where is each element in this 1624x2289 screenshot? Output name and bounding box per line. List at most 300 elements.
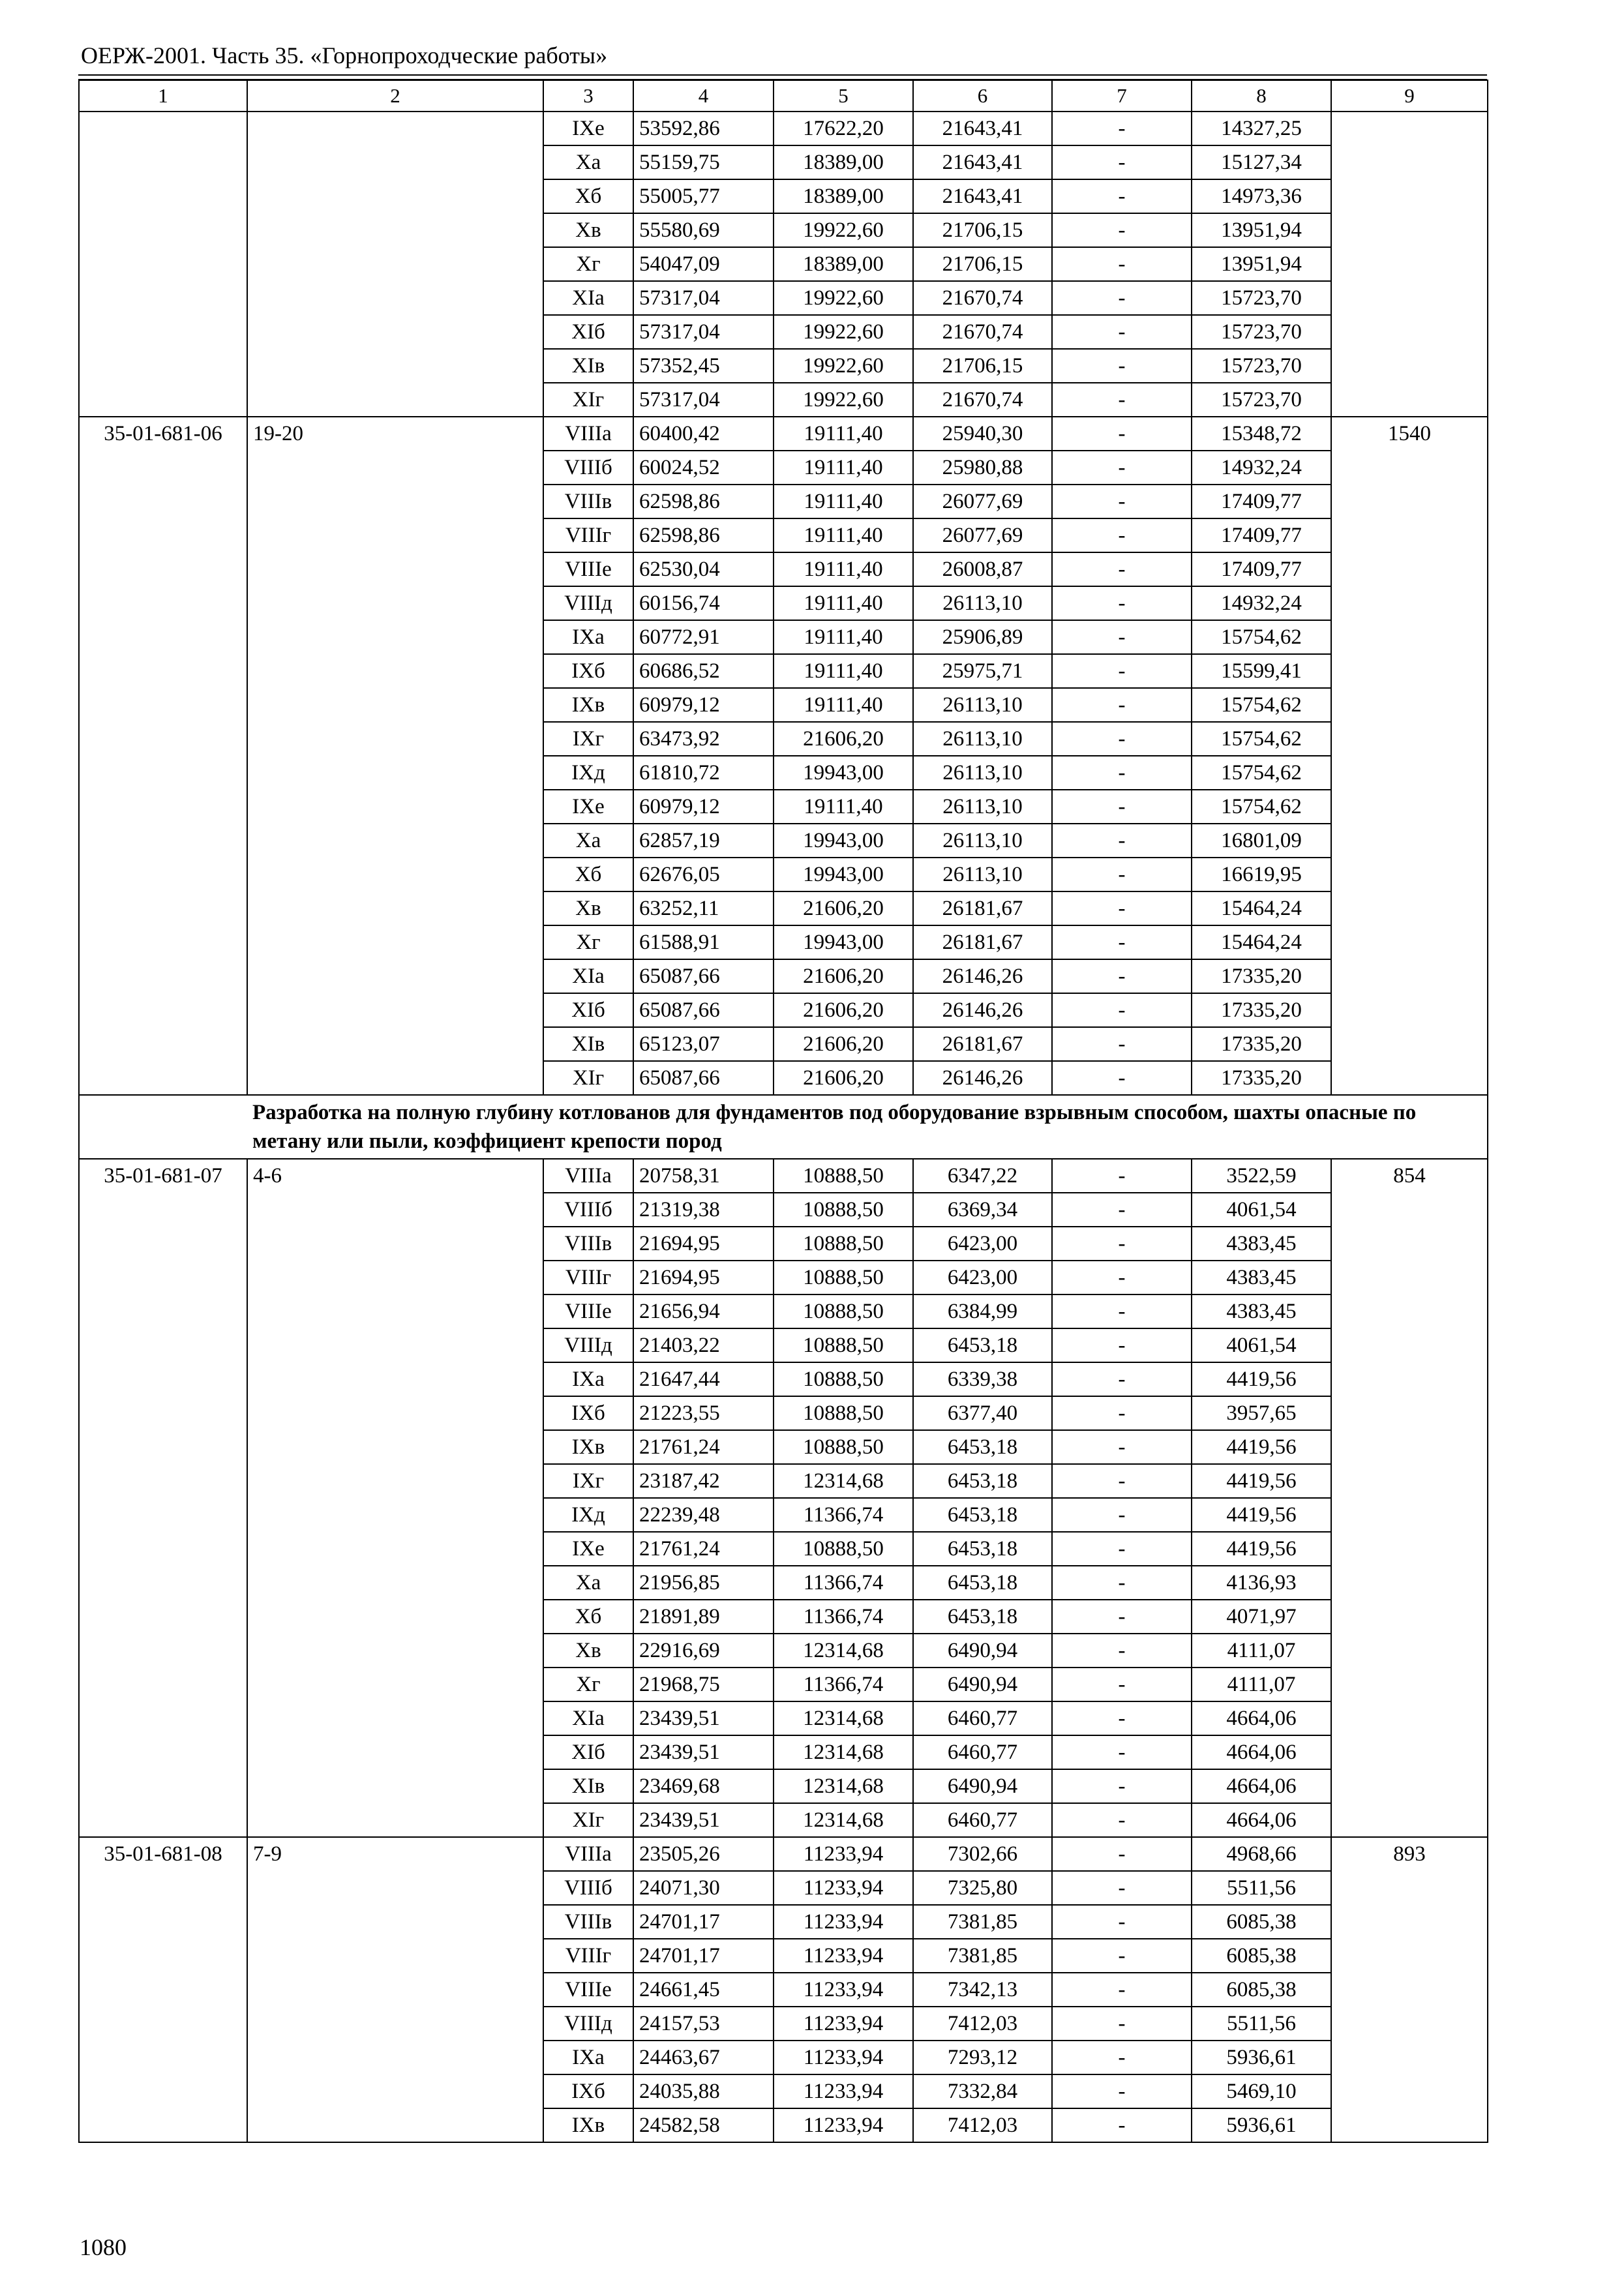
rock-category: IXa [543,2041,633,2074]
column-header: 7 [1052,80,1192,112]
column-number-row [79,80,1488,112]
driver-wage: - [1052,858,1192,891]
machine-cost: 26146,26 [913,959,1052,993]
table-row [79,1837,1488,1871]
materials-cost: 14327,25 [1192,112,1331,145]
total-cost: 23469,68 [633,1769,774,1803]
total-cost: 60400,42 [633,417,774,451]
table-row [79,1159,1488,1193]
total-cost: 21761,24 [633,1532,774,1566]
materials-cost: 4383,45 [1192,1227,1331,1261]
machine-cost: 6423,00 [913,1227,1052,1261]
machine-cost: 21643,41 [913,145,1052,179]
labor-cost: 10888,50 [774,1159,913,1193]
rock-category: VIIIд [543,586,633,620]
materials-cost: 4968,66 [1192,1837,1331,1871]
driver-wage: - [1052,756,1192,790]
rock-category: IXв [543,1430,633,1464]
machine-cost: 26146,26 [913,993,1052,1027]
rock-category: VIIIг [543,1261,633,1294]
machine-cost: 7381,85 [913,1939,1052,1973]
total-cost: 55005,77 [633,179,774,213]
machine-cost: 21643,41 [913,112,1052,145]
machine-cost: 26146,26 [913,1061,1052,1095]
total-cost: 60979,12 [633,790,774,824]
rock-category: Xa [543,145,633,179]
materials-cost: 6085,38 [1192,1939,1331,1973]
rock-category: Xг [543,247,633,281]
column-header: 1 [79,80,247,112]
materials-cost: 15754,62 [1192,722,1331,756]
materials-cost: 13951,94 [1192,247,1331,281]
labor-cost: 19922,60 [774,315,913,349]
labor-cost: 11366,74 [774,1566,913,1600]
rock-category: IXб [543,654,633,688]
driver-wage: - [1052,891,1192,925]
machine-cost: 21670,74 [913,281,1052,315]
materials-cost: 4383,45 [1192,1294,1331,1328]
rock-category: XIг [543,1061,633,1095]
machine-cost: 6490,94 [913,1634,1052,1668]
labor-cost: 10888,50 [774,1532,913,1566]
materials-cost: 5511,56 [1192,2007,1331,2041]
total-cost: 57317,04 [633,281,774,315]
total-cost: 60156,74 [633,586,774,620]
driver-wage: - [1052,1498,1192,1532]
driver-wage: - [1052,1769,1192,1803]
labor-cost: 21606,20 [774,959,913,993]
rock-category: IXe [543,112,633,145]
materials-cost: 4664,06 [1192,1735,1331,1769]
rock-category: IXд [543,1498,633,1532]
rate-code: 35-01-681-08 [79,1837,247,2142]
rock-category: VIIIa [543,1159,633,1193]
labor-cost: 11366,74 [774,1600,913,1634]
rock-category: IXe [543,790,633,824]
total-cost: 24157,53 [633,2007,774,2041]
driver-wage: - [1052,824,1192,858]
total-cost: 23505,26 [633,1837,774,1871]
rock-category: IXв [543,688,633,722]
total-cost: 65123,07 [633,1027,774,1061]
total-cost: 57352,45 [633,349,774,383]
total-cost: 65087,66 [633,959,774,993]
driver-wage: - [1052,925,1192,959]
materials-cost: 4061,54 [1192,1193,1331,1227]
rock-category: VIIIe [543,1973,633,2007]
machine-cost: 6453,18 [913,1328,1052,1362]
total-cost: 65087,66 [633,993,774,1027]
total-cost: 22239,48 [633,1498,774,1532]
driver-wage: - [1052,722,1192,756]
labor-hours [1331,112,1488,417]
total-cost: 24463,67 [633,2041,774,2074]
driver-wage: - [1052,1701,1192,1735]
labor-cost: 19943,00 [774,756,913,790]
machine-cost: 6347,22 [913,1159,1052,1193]
machine-cost: 26181,67 [913,1027,1052,1061]
rock-category: VIIIд [543,1328,633,1362]
driver-wage: - [1052,1261,1192,1294]
driver-wage: - [1052,485,1192,518]
machine-cost: 6460,77 [913,1701,1052,1735]
labor-cost: 12314,68 [774,1701,913,1735]
machine-cost: 6453,18 [913,1498,1052,1532]
rock-category: Xб [543,858,633,891]
machine-cost: 25980,88 [913,451,1052,485]
labor-cost: 11233,94 [774,1973,913,2007]
materials-cost: 5936,61 [1192,2108,1331,2142]
machine-cost: 26181,67 [913,925,1052,959]
labor-cost: 12314,68 [774,1464,913,1498]
driver-wage: - [1052,1735,1192,1769]
hardness-range: 19-20 [247,417,543,1095]
materials-cost: 15723,70 [1192,315,1331,349]
materials-cost: 15599,41 [1192,654,1331,688]
rock-category: Xa [543,824,633,858]
hardness-range [247,112,543,417]
machine-cost: 7293,12 [913,2041,1052,2074]
total-cost: 21694,95 [633,1227,774,1261]
driver-wage: - [1052,2007,1192,2041]
column-header: 4 [633,80,774,112]
materials-cost: 15754,62 [1192,620,1331,654]
rock-category: Xa [543,1566,633,1600]
driver-wage: - [1052,1430,1192,1464]
materials-cost: 15723,70 [1192,281,1331,315]
total-cost: 21968,75 [633,1668,774,1701]
total-cost: 62676,05 [633,858,774,891]
materials-cost: 4061,54 [1192,1328,1331,1362]
rock-category: VIIIa [543,1837,633,1871]
driver-wage: - [1052,1600,1192,1634]
rock-category: XIг [543,1803,633,1837]
rock-category: VIIIб [543,1871,633,1905]
labor-cost: 11233,94 [774,1837,913,1871]
rock-category: VIIIв [543,1227,633,1261]
machine-cost: 26113,10 [913,790,1052,824]
labor-cost: 19111,40 [774,417,913,451]
column-header: 8 [1192,80,1331,112]
materials-cost: 4419,56 [1192,1498,1331,1532]
total-cost: 65087,66 [633,1061,774,1095]
total-cost: 62530,04 [633,552,774,586]
labor-cost: 12314,68 [774,1803,913,1837]
heading-spacer [79,1095,247,1159]
labor-cost: 18389,00 [774,247,913,281]
machine-cost: 6453,18 [913,1464,1052,1498]
rock-category: VIIIв [543,485,633,518]
machine-cost: 7342,13 [913,1973,1052,2007]
machine-cost: 7332,84 [913,2074,1052,2108]
header-rule [78,74,1487,76]
materials-cost: 4664,06 [1192,1769,1331,1803]
driver-wage: - [1052,1159,1192,1193]
labor-cost: 12314,68 [774,1735,913,1769]
labor-cost: 19111,40 [774,518,913,552]
rock-category: IXa [543,620,633,654]
labor-cost: 21606,20 [774,1027,913,1061]
driver-wage: - [1052,2074,1192,2108]
materials-cost: 16801,09 [1192,824,1331,858]
total-cost: 55159,75 [633,145,774,179]
rate-code: 35-01-681-07 [79,1159,247,1837]
driver-wage: - [1052,145,1192,179]
machine-cost: 7302,66 [913,1837,1052,1871]
rock-category: IXг [543,722,633,756]
driver-wage: - [1052,417,1192,451]
driver-wage: - [1052,112,1192,145]
labor-cost: 10888,50 [774,1430,913,1464]
labor-cost: 21606,20 [774,891,913,925]
materials-cost: 6085,38 [1192,1905,1331,1939]
rock-category: VIIIe [543,552,633,586]
labor-cost: 10888,50 [774,1261,913,1294]
machine-cost: 7325,80 [913,1871,1052,1905]
materials-cost: 17335,20 [1192,993,1331,1027]
total-cost: 24661,45 [633,1973,774,2007]
driver-wage: - [1052,1227,1192,1261]
table-row [79,112,1488,145]
labor-cost: 10888,50 [774,1193,913,1227]
driver-wage: - [1052,1837,1192,1871]
labor-cost: 18389,00 [774,179,913,213]
labor-cost: 11233,94 [774,2108,913,2142]
total-cost: 62857,19 [633,824,774,858]
driver-wage: - [1052,1905,1192,1939]
total-cost: 62598,86 [633,518,774,552]
machine-cost: 6460,77 [913,1735,1052,1769]
total-cost: 23439,51 [633,1701,774,1735]
labor-cost: 21606,20 [774,1061,913,1095]
rock-category: XIa [543,1701,633,1735]
driver-wage: - [1052,2041,1192,2074]
total-cost: 54047,09 [633,247,774,281]
rock-category: Xг [543,1668,633,1701]
total-cost: 57317,04 [633,315,774,349]
machine-cost: 26181,67 [913,891,1052,925]
machine-cost: 6453,18 [913,1566,1052,1600]
labor-cost: 11233,94 [774,2007,913,2041]
materials-cost: 4664,06 [1192,1803,1331,1837]
labor-cost: 19111,40 [774,790,913,824]
materials-cost: 14932,24 [1192,586,1331,620]
machine-cost: 26113,10 [913,586,1052,620]
driver-wage: - [1052,1027,1192,1061]
total-cost: 23439,51 [633,1803,774,1837]
labor-cost: 19111,40 [774,654,913,688]
total-cost: 21319,38 [633,1193,774,1227]
materials-cost: 15754,62 [1192,790,1331,824]
machine-cost: 7412,03 [913,2007,1052,2041]
total-cost: 24035,88 [633,2074,774,2108]
total-cost: 21223,55 [633,1396,774,1430]
rock-category: XIб [543,315,633,349]
page-number: 1080 [80,2234,127,2260]
page-header [78,40,1487,80]
materials-cost: 15723,70 [1192,383,1331,417]
total-cost: 24582,58 [633,2108,774,2142]
labor-cost: 19943,00 [774,858,913,891]
machine-cost: 6339,38 [913,1362,1052,1396]
materials-cost: 17335,20 [1192,959,1331,993]
materials-cost: 16619,95 [1192,858,1331,891]
labor-cost: 11233,94 [774,1905,913,1939]
driver-wage: - [1052,1328,1192,1362]
total-cost: 61810,72 [633,756,774,790]
machine-cost: 21670,74 [913,383,1052,417]
rock-category: XIв [543,1027,633,1061]
rock-category: XIг [543,383,633,417]
materials-cost: 13951,94 [1192,213,1331,247]
section-heading: Разработка на полную глубину котлованов для фундаментов под оборудование взрывным способом, шахты опасные по метану или пыли, коэффициент крепости пород [247,1095,1488,1159]
rock-category: Xг [543,925,633,959]
total-cost: 57317,04 [633,383,774,417]
table-body [79,112,1488,2142]
driver-wage: - [1052,654,1192,688]
machine-cost: 6377,40 [913,1396,1052,1430]
total-cost: 22916,69 [633,1634,774,1668]
total-cost: 21761,24 [633,1430,774,1464]
labor-cost: 11233,94 [774,2074,913,2108]
labor-cost: 19943,00 [774,824,913,858]
materials-cost: 17409,77 [1192,485,1331,518]
driver-wage: - [1052,586,1192,620]
machine-cost: 7412,03 [913,2108,1052,2142]
total-cost: 21891,89 [633,1600,774,1634]
materials-cost: 15754,62 [1192,756,1331,790]
driver-wage: - [1052,383,1192,417]
rock-category: Xв [543,1634,633,1668]
driver-wage: - [1052,1634,1192,1668]
machine-cost: 26077,69 [913,518,1052,552]
rock-category: Xв [543,213,633,247]
labor-cost: 19922,60 [774,349,913,383]
driver-wage: - [1052,1668,1192,1701]
labor-cost: 19111,40 [774,586,913,620]
labor-cost: 10888,50 [774,1294,913,1328]
labor-cost: 19111,40 [774,688,913,722]
rock-category: XIв [543,349,633,383]
materials-cost: 5936,61 [1192,2041,1331,2074]
labor-cost: 10888,50 [774,1396,913,1430]
materials-cost: 3522,59 [1192,1159,1331,1193]
total-cost: 21956,85 [633,1566,774,1600]
total-cost: 62598,86 [633,485,774,518]
total-cost: 21656,94 [633,1294,774,1328]
materials-cost: 17409,77 [1192,518,1331,552]
total-cost: 21403,22 [633,1328,774,1362]
materials-cost: 6085,38 [1192,1973,1331,2007]
machine-cost: 26113,10 [913,824,1052,858]
rock-category: VIIIг [543,1939,633,1973]
rock-category: VIIIд [543,2007,633,2041]
column-header: 6 [913,80,1052,112]
rock-category: IXд [543,756,633,790]
rock-category: VIIIг [543,518,633,552]
materials-cost: 15127,34 [1192,145,1331,179]
rock-category: IXг [543,1464,633,1498]
rock-category: VIIIв [543,1905,633,1939]
materials-cost: 15754,62 [1192,688,1331,722]
materials-cost: 17335,20 [1192,1027,1331,1061]
labor-cost: 11233,94 [774,1871,913,1905]
driver-wage: - [1052,1193,1192,1227]
total-cost: 60772,91 [633,620,774,654]
rate-code: 35-01-681-06 [79,417,247,1095]
document-title: ОЕРЖ-2001. Часть 35. «Горнопроходческие работы» [81,42,608,68]
machine-cost: 6490,94 [913,1668,1052,1701]
driver-wage: - [1052,790,1192,824]
rate-code [79,112,247,417]
rock-category: IXб [543,1396,633,1430]
machine-cost: 26008,87 [913,552,1052,586]
machine-cost: 21670,74 [913,315,1052,349]
materials-cost: 14973,36 [1192,179,1331,213]
rock-category: IXe [543,1532,633,1566]
materials-cost: 4383,45 [1192,1261,1331,1294]
materials-cost: 14932,24 [1192,451,1331,485]
materials-cost: 4071,97 [1192,1600,1331,1634]
materials-cost: 4419,56 [1192,1464,1331,1498]
materials-cost: 4111,07 [1192,1634,1331,1668]
rock-category: VIIIб [543,451,633,485]
driver-wage: - [1052,349,1192,383]
machine-cost: 26113,10 [913,688,1052,722]
labor-hours: 893 [1331,1837,1488,2142]
driver-wage: - [1052,1362,1192,1396]
rock-category: Xб [543,179,633,213]
total-cost: 60024,52 [633,451,774,485]
machine-cost: 6423,00 [913,1261,1052,1294]
labor-hours: 854 [1331,1159,1488,1837]
machine-cost: 25906,89 [913,620,1052,654]
materials-cost: 5469,10 [1192,2074,1331,2108]
total-cost: 23187,42 [633,1464,774,1498]
machine-cost: 6453,18 [913,1532,1052,1566]
total-cost: 21694,95 [633,1261,774,1294]
labor-cost: 11366,74 [774,1498,913,1532]
materials-cost: 17335,20 [1192,1061,1331,1095]
total-cost: 21647,44 [633,1362,774,1396]
total-cost: 20758,31 [633,1159,774,1193]
materials-cost: 4111,07 [1192,1668,1331,1701]
labor-cost: 19922,60 [774,213,913,247]
total-cost: 61588,91 [633,925,774,959]
rock-category: XIa [543,281,633,315]
hardness-range: 7-9 [247,1837,543,2142]
column-header: 3 [543,80,633,112]
driver-wage: - [1052,315,1192,349]
machine-cost: 7381,85 [913,1905,1052,1939]
materials-cost: 4136,93 [1192,1566,1331,1600]
rock-category: IXб [543,2074,633,2108]
column-header: 5 [774,80,913,112]
materials-cost: 5511,56 [1192,1871,1331,1905]
table-row [79,417,1488,451]
machine-cost: 21643,41 [913,179,1052,213]
materials-cost: 15464,24 [1192,891,1331,925]
driver-wage: - [1052,1396,1192,1430]
materials-cost: 3957,65 [1192,1396,1331,1430]
materials-cost: 4664,06 [1192,1701,1331,1735]
machine-cost: 6460,77 [913,1803,1052,1837]
materials-cost: 17409,77 [1192,552,1331,586]
column-header: 9 [1331,80,1488,112]
rock-category: Xб [543,1600,633,1634]
machine-cost: 6490,94 [913,1769,1052,1803]
machine-cost: 21706,15 [913,349,1052,383]
